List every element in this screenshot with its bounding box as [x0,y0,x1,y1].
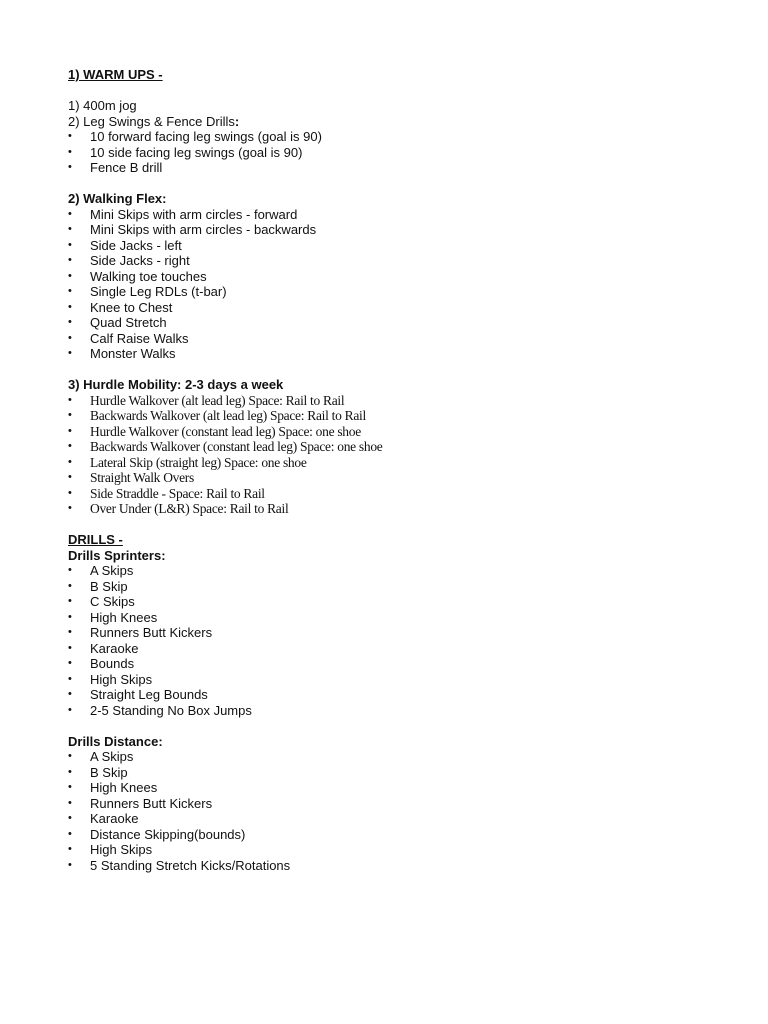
list-item-text: B Skip [90,764,128,780]
list-item [68,656,748,672]
bullet-icon: • [68,269,72,282]
list-item [68,486,748,502]
bullet-icon: • [68,285,72,297]
list-item [68,501,748,517]
list-item-text: Runners Butt Kickers [90,795,213,811]
list-item [68,687,748,703]
bullet-icon: • [68,688,72,700]
bullet-icon: • [68,486,72,499]
list-item [68,300,748,316]
list-item [68,129,748,145]
spacer [68,517,748,533]
list-item-text: C Skips [90,594,135,609]
list-item-text: Side Jacks - right [90,253,190,268]
list-item [68,207,748,223]
list-item-text: Lateral Skip (straight leg) Space: one shoe [90,454,307,470]
list-item [68,439,748,455]
list-item-text: B Skip [90,578,128,594]
list-item-text: Over Under (L&R) Space: Rail to Rail [90,501,289,516]
list-item-text: Backwards Walkover (alt lead leg) Space: Rail to Rail [90,408,366,423]
legswings-label: 2) Leg Swings & Fence Drills [68,113,235,129]
bullet-icon: • [68,347,72,359]
list-item [68,424,748,440]
list-item-text: Side Straddle - Space: Rail to Rail [90,485,265,501]
legswings-colon: : [234,113,240,129]
list-item-text: Bounds [90,656,135,671]
bullet-icon: • [68,331,72,344]
bullet-icon: • [68,626,72,638]
list-item-text: High Skips [90,842,153,857]
list-item [68,160,748,176]
drills-distance-heading: Drills Distance: [68,733,163,749]
drills-sprinters-list [68,563,748,718]
list-item [68,269,748,285]
warmups-jog: 1) 400m jog [68,98,137,113]
bullet-icon: • [68,316,72,328]
list-item-text: Quad Stretch [90,315,167,330]
list-item [68,238,748,254]
drills-distance-list [68,749,748,873]
warmups-list [68,129,748,176]
list-item-text: Knee to Chest [90,299,173,315]
list-item-text: High Knees [90,609,158,625]
list-item [68,284,748,300]
list-item-text: Straight Leg Bounds [90,687,208,702]
drills-sprinters-heading: Drills Sprinters: [68,547,166,563]
bullet-icon: • [68,254,72,266]
list-item-text: A Skips [90,749,134,764]
list-item-text: Backwards Walkover (constant lead leg) Space: one shoe [90,439,383,454]
walking-flex-list [68,207,748,362]
bullet-icon: • [68,843,72,855]
list-item [68,842,748,858]
list-item-text: Calf Raise Walks [90,330,189,346]
bullet-icon: • [68,130,72,142]
bullet-icon: • [68,502,72,514]
bullet-icon: • [68,564,72,576]
list-item [68,610,748,626]
list-item [68,594,748,610]
list-item [68,811,748,827]
hurdle-mobility-heading: 3) Hurdle Mobility: 2-3 days a week [68,377,284,392]
bullet-icon: • [68,393,72,406]
list-item-text: Karaoke [90,640,139,656]
list-item [68,641,748,657]
bullet-icon: • [68,409,72,421]
spacer [68,176,748,192]
bullet-icon: • [68,827,72,840]
list-item [68,579,748,595]
drills-heading: DRILLS - [68,532,123,547]
list-item [68,780,748,796]
walking-flex-heading: 2) Walking Flex: [68,191,167,206]
list-item [68,222,748,238]
warmups-legswings [68,114,748,130]
list-item [68,625,748,641]
list-item [68,563,748,579]
bullet-icon: • [68,672,72,685]
bullet-icon: • [68,703,72,716]
list-item-text: Hurdle Walkover (alt lead leg) Space: Rail to Rail [90,392,345,408]
list-item [68,253,748,269]
bullet-icon: • [68,781,72,793]
bullet-icon: • [68,579,72,592]
list-item [68,765,748,781]
list-item [68,858,748,874]
list-item [68,315,748,331]
list-item-text: Single Leg RDLs (t-bar) [90,284,227,299]
list-item [68,672,748,688]
list-item-text: High Knees [90,780,158,795]
bullet-icon: • [68,610,72,623]
bullet-icon: • [68,657,72,669]
bullet-icon: • [68,471,72,483]
list-item [68,408,748,424]
bullet-icon: • [68,300,72,313]
bullet-icon: • [68,145,72,158]
list-item [68,455,748,471]
list-item [68,703,748,719]
list-item [68,827,748,843]
bullet-icon: • [68,812,72,824]
bullet-icon: • [68,796,72,809]
bullet-icon: • [68,238,72,251]
list-item-text: Hurdle Walkover (constant lead leg) Space: one shoe [90,423,361,439]
list-item [68,331,748,347]
list-item-text: Karaoke [90,811,139,826]
bullet-icon: • [68,595,72,607]
list-item-text: Runners Butt Kickers [90,625,213,640]
list-item-text: 10 side facing leg swings (goal is 90) [90,144,303,160]
bullet-icon: • [68,223,72,235]
list-item-text: Mini Skips with arm circles - forward [90,206,298,222]
spacer [68,362,748,378]
bullet-icon: • [68,750,72,762]
list-item-text: 10 forward facing leg swings (goal is 90) [90,129,322,144]
list-item-text: 2-5 Standing No Box Jumps [90,702,252,718]
list-item-text: A Skips [90,563,134,578]
spacer [68,718,748,734]
list-item-text: Monster Walks [90,346,176,361]
bullet-icon: • [68,765,72,778]
list-item [68,346,748,362]
list-item-text: Mini Skips with arm circles - backwards [90,222,317,237]
list-item [68,749,748,765]
list-item [68,393,748,409]
list-item-text: High Skips [90,671,153,687]
warmups-heading: 1) WARM UPS - [68,67,163,82]
list-item [68,796,748,812]
list-item-text: Straight Walk Overs [90,470,194,485]
list-item-text: 5 Standing Stretch Kicks/Rotations [90,857,291,873]
bullet-icon: • [68,455,72,468]
bullet-icon: • [68,641,72,654]
list-item [68,470,748,486]
hurdle-mobility-list [68,393,748,517]
list-item-text: Side Jacks - left [90,237,182,253]
spacer [68,83,748,99]
list-item-text: Distance Skipping(bounds) [90,826,246,842]
bullet-icon: • [68,161,72,173]
list-item-text: Fence B drill [90,160,163,175]
list-item [68,145,748,161]
bullet-icon: • [68,858,72,871]
bullet-icon: • [68,207,72,220]
bullet-icon: • [68,440,72,452]
document-content [68,67,748,873]
list-item-text: Walking toe touches [90,268,207,284]
bullet-icon: • [68,424,72,437]
